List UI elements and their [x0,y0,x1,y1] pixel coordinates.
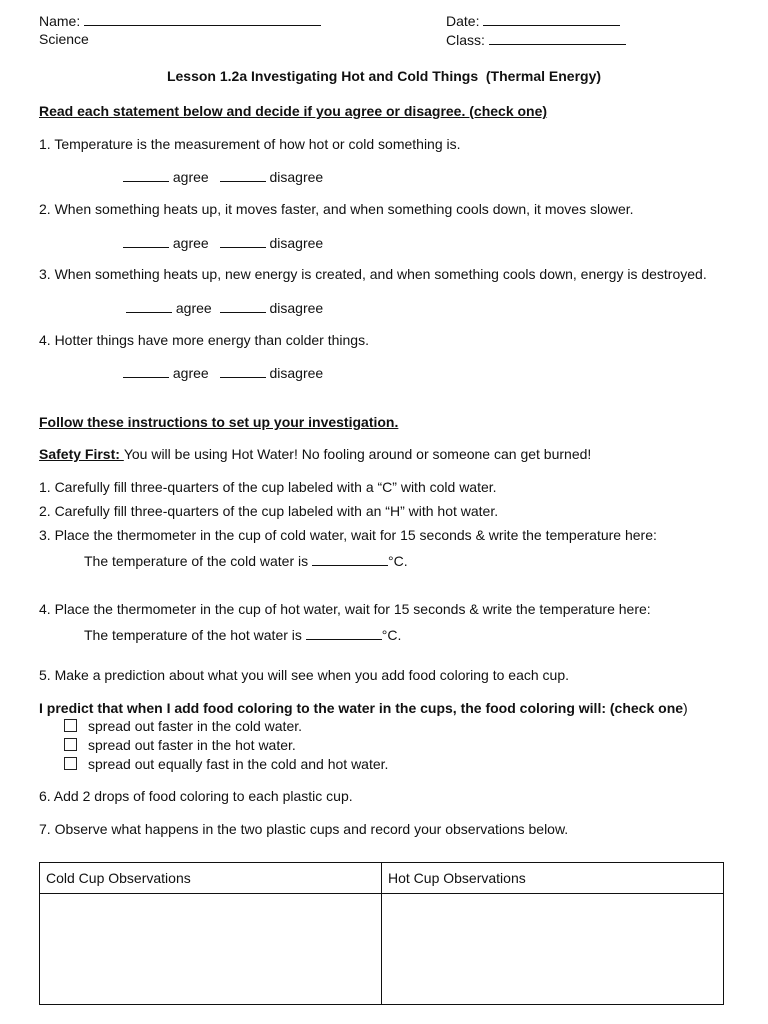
statement-2: 2. When something heats up, it moves faster, and when something cools down, it moves slower. [39,201,634,217]
safety-text: You will be using Hot Water! No fooling around or someone can get burned! [123,446,592,462]
cold-cup-header: Cold Cup Observations [40,863,382,894]
name-field[interactable] [39,11,321,30]
step-6: 6. Add 2 drops of food coloring to each plastic cup. [39,788,353,804]
option-equal[interactable] [64,755,388,773]
statement-2-choices [123,233,323,252]
safety-label: Safety First: [39,446,124,462]
celsius-unit: °C. [381,627,402,643]
option-label: spread out faster in the cold water. [88,718,303,734]
agree-blank[interactable] [123,167,169,182]
checkbox[interactable] [64,719,77,732]
class-label: Class: [446,32,485,48]
prediction-prompt-bold: I predict that when I add food coloring to the water in the cups, the food coloring will: (check one [39,700,684,716]
disagree-label: disagree [269,365,324,381]
prediction-prompt-close: ) [683,700,688,716]
class-blank[interactable] [489,30,626,45]
date-blank[interactable] [483,11,620,26]
statement-4-choices [123,363,323,382]
checkbox[interactable] [64,738,77,751]
hot-cup-header: Hot Cup Observations [382,863,724,894]
hot-temp-blank[interactable] [306,625,382,640]
agree-blank[interactable] [123,363,169,378]
name-blank[interactable] [84,11,321,26]
option-label: spread out equally fast in the cold and hot water. [88,756,389,772]
celsius-unit: °C. [388,553,408,569]
observation-table [39,862,724,1005]
disagree-blank[interactable] [220,167,266,182]
instructions-heading: Follow these instructions to set up your investigation. [39,414,399,430]
agree-label: agree [172,365,209,381]
table-header-row [40,863,724,894]
date-label: Date: [446,13,480,29]
statement-3-choices [126,298,323,317]
agree-label: agree [172,169,209,185]
cold-temp-blank[interactable] [312,551,388,566]
hot-cup-observations-cell[interactable] [382,894,724,1005]
agree-label: agree [172,235,209,251]
disagree-blank[interactable] [220,363,266,378]
statement-1: 1. Temperature is the measurement of how hot or cold something is. [39,136,461,152]
disagree-blank[interactable] [220,298,266,313]
option-hot-faster[interactable] [64,736,296,754]
disagree-blank[interactable] [220,233,266,248]
option-cold-faster[interactable] [64,717,302,735]
safety-line [39,445,591,463]
prediction-prompt [39,699,688,717]
step-2: 2. Carefully fill three-quarters of the cup labeled with an “H” with hot water. [39,503,499,519]
step-4: 4. Place the thermometer in the cup of hot water, wait for 15 seconds & write the temperature here: [39,601,651,617]
class-field[interactable] [446,30,626,49]
step-5: 5. Make a prediction about what you will see when you add food coloring to each cup. [39,667,569,683]
subject-label: Science [39,31,89,47]
agree-label: agree [175,300,212,316]
hot-temp-line [84,625,401,644]
hot-temp-label: The temperature of the hot water is [84,627,302,643]
table-row [40,894,724,1005]
disagree-label: disagree [269,169,324,185]
statement-4: 4. Hotter things have more energy than colder things. [39,332,369,348]
agree-blank[interactable] [123,233,169,248]
checkbox[interactable] [64,757,77,770]
step-3: 3. Place the thermometer in the cup of cold water, wait for 15 seconds & write the temperature here: [39,527,657,543]
statement-3: 3. When something heats up, new energy is created, and when something cools down, energy is destroyed. [39,266,707,282]
step-7: 7. Observe what happens in the two plastic cups and record your observations below. [39,821,569,837]
statement-1-choices [123,167,323,186]
cold-temp-line [84,551,408,570]
page-title: Lesson 1.2a Investigating Hot and Cold Things (Thermal Energy) [166,68,602,84]
cold-temp-label: The temperature of the cold water is [84,553,309,569]
disagree-label: disagree [269,300,324,316]
cold-cup-observations-cell[interactable] [40,894,382,1005]
option-label: spread out faster in the hot water. [88,737,296,753]
date-field[interactable] [446,11,620,30]
disagree-label: disagree [269,235,324,251]
agree-blank[interactable] [126,298,172,313]
name-label: Name: [39,13,81,29]
agree-section-heading: Read each statement below and decide if you agree or disagree. (check one) [39,103,548,119]
step-1: 1. Carefully fill three-quarters of the cup labeled with a “C” with cold water. [39,479,497,495]
